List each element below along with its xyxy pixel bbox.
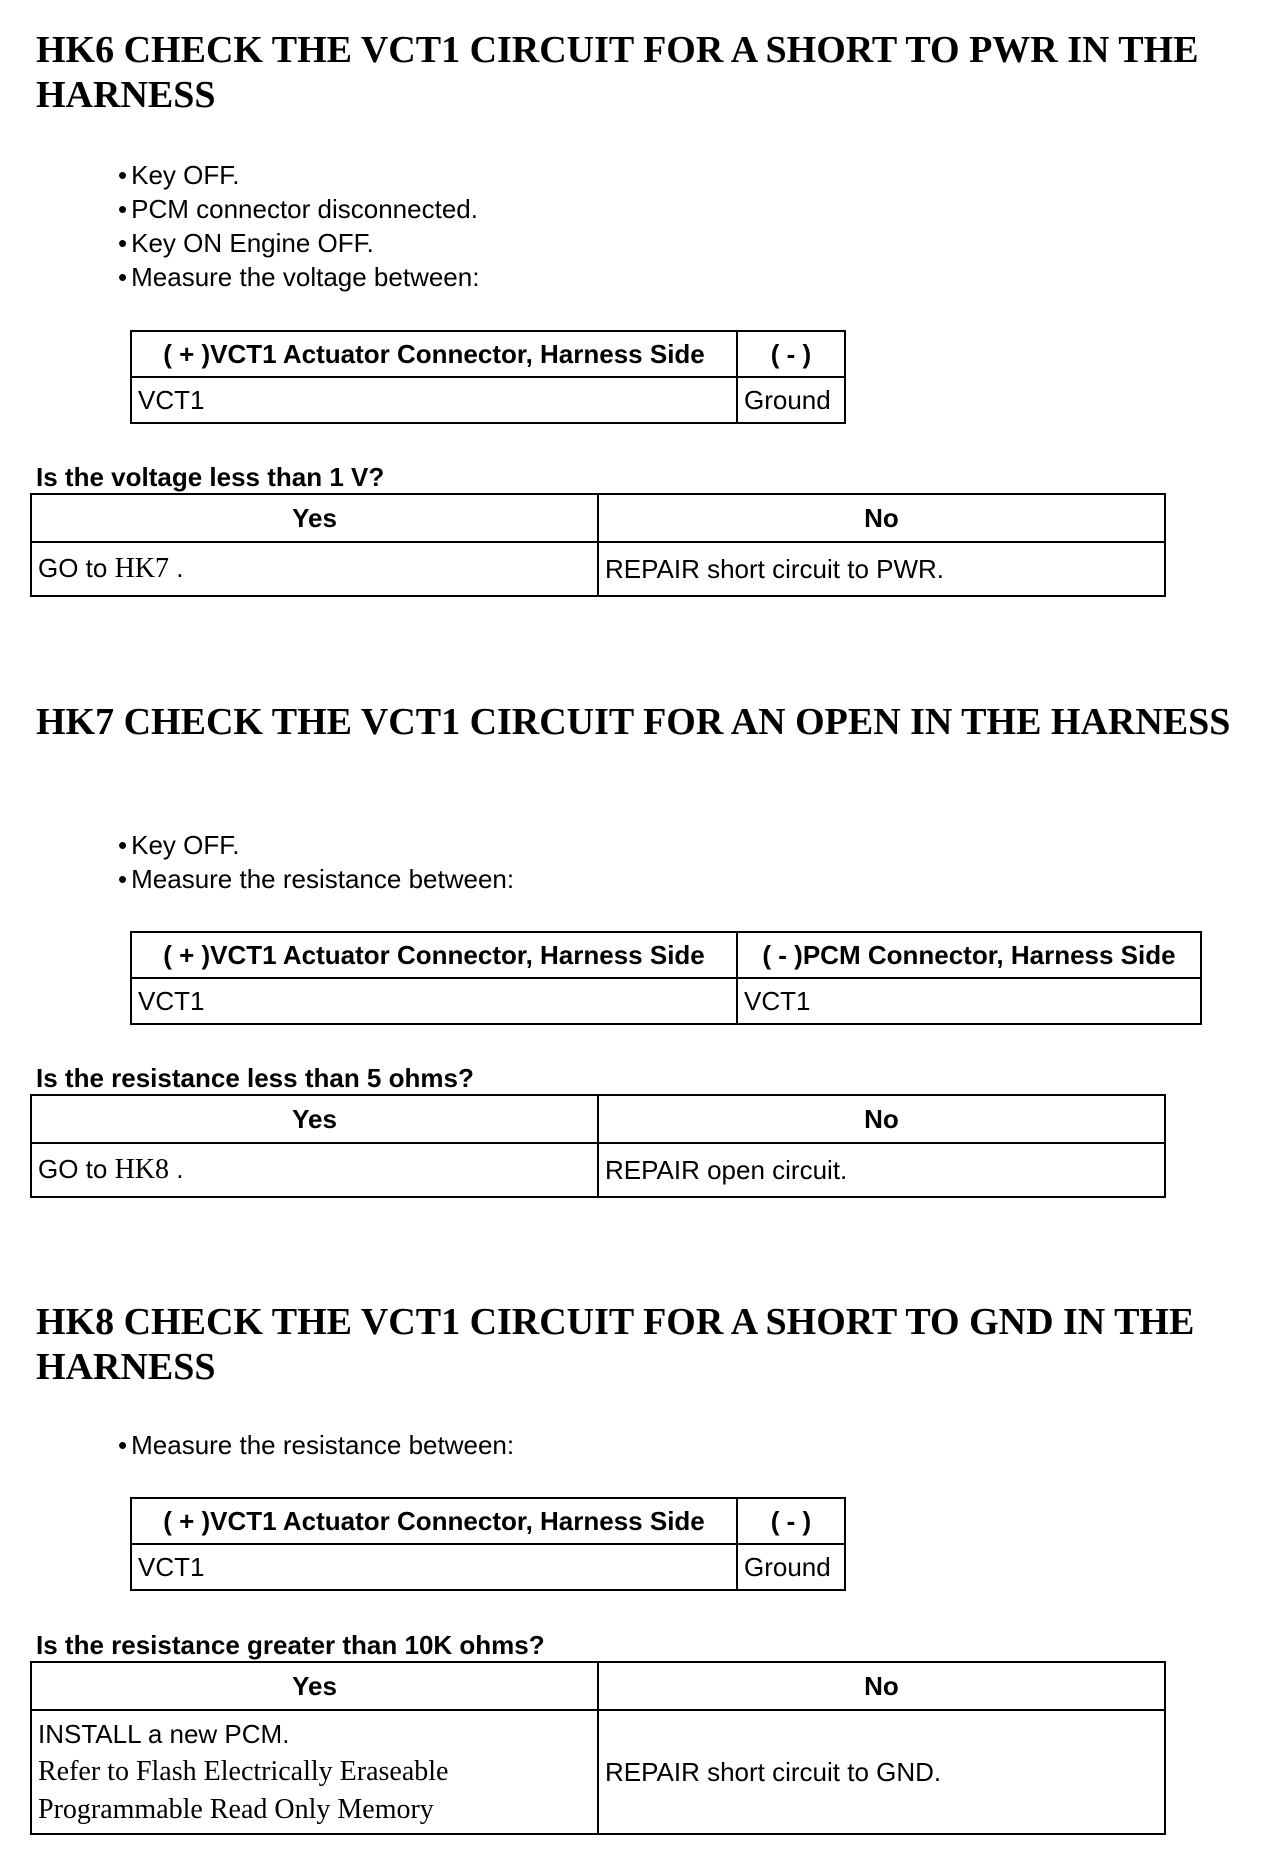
step-item: • Key ON Engine OFF.	[118, 226, 479, 260]
question: Is the resistance greater than 10K ohms?	[36, 1630, 545, 1660]
measurement-header-positive: ( + )VCT1 Actuator Connector, Harness Side	[131, 932, 737, 978]
no-header: No	[598, 494, 1165, 542]
result-table	[30, 493, 1166, 597]
yes-line-eeprom[interactable]: Programmable Read Only Memory	[38, 1794, 434, 1825]
yes-result	[31, 1143, 598, 1197]
no-result: REPAIR short circuit to GND.	[598, 1710, 1165, 1834]
no-header: No	[598, 1662, 1165, 1710]
measurement-table	[130, 931, 1202, 1025]
measurement-value-negative: Ground	[737, 1544, 845, 1590]
question: Is the resistance less than 5 ohms?	[36, 1063, 474, 1093]
measurement-table	[130, 330, 846, 424]
yes-result	[31, 1710, 598, 1834]
no-result: REPAIR short circuit to PWR.	[598, 542, 1165, 596]
measurement-value-positive: VCT1	[131, 1544, 737, 1590]
step-list	[118, 828, 514, 896]
step-item: • PCM connector disconnected.	[118, 192, 479, 226]
measurement-table	[130, 1497, 846, 1591]
measurement-value-negative: VCT1	[737, 978, 1201, 1024]
step-list	[118, 1428, 514, 1462]
yes-prefix: GO to	[38, 553, 115, 583]
result-table	[30, 1661, 1166, 1835]
yes-result	[31, 542, 598, 596]
measurement-header-negative: ( - )	[737, 1498, 845, 1544]
yes-header: Yes	[31, 1095, 598, 1143]
section-title: HK7 CHECK THE VCT1 CIRCUIT FOR AN OPEN IN THE HARNESS	[36, 701, 1231, 743]
measurement-value-positive: VCT1	[131, 978, 737, 1024]
measurement-header-negative: ( - )	[737, 331, 845, 377]
measurement-value-positive: VCT1	[131, 377, 737, 423]
step-item: • Measure the voltage between:	[118, 260, 479, 294]
step-item: • Measure the resistance between:	[118, 862, 514, 896]
yes-header: Yes	[31, 494, 598, 542]
goto-link-hk8[interactable]: HK8	[114, 1154, 170, 1185]
step-item: • Measure the resistance between:	[118, 1428, 514, 1462]
measurement-header-positive: ( + )VCT1 Actuator Connector, Harness Side	[131, 1498, 737, 1544]
step-item: • Key OFF.	[118, 828, 514, 862]
measurement-value-negative: Ground	[737, 377, 845, 423]
goto-link-hk7[interactable]: HK7	[114, 553, 170, 584]
measurement-header-positive: ( + )VCT1 Actuator Connector, Harness Side	[131, 331, 737, 377]
no-result: REPAIR open circuit.	[598, 1143, 1165, 1197]
yes-line-refer[interactable]: Refer to Flash Electrically Eraseable	[38, 1756, 449, 1787]
result-table	[30, 1094, 1166, 1198]
yes-header: Yes	[31, 1662, 598, 1710]
yes-prefix: GO to	[38, 1154, 115, 1184]
question: Is the voltage less than 1 V?	[36, 462, 385, 492]
step-list	[118, 158, 479, 294]
no-header: No	[598, 1095, 1165, 1143]
section-title: HK8 CHECK THE VCT1 CIRCUIT FOR A SHORT TO GND IN THE HARNESS	[36, 1301, 1195, 1388]
measurement-header-negative: ( - )PCM Connector, Harness Side	[737, 932, 1201, 978]
yes-line-install: INSTALL a new PCM.	[38, 1719, 290, 1749]
yes-suffix: .	[169, 1154, 184, 1184]
step-item: • Key OFF.	[118, 158, 479, 192]
yes-suffix: .	[169, 553, 184, 583]
section-title: HK6 CHECK THE VCT1 CIRCUIT FOR A SHORT TO PWR IN THE HARNESS	[36, 29, 1199, 116]
